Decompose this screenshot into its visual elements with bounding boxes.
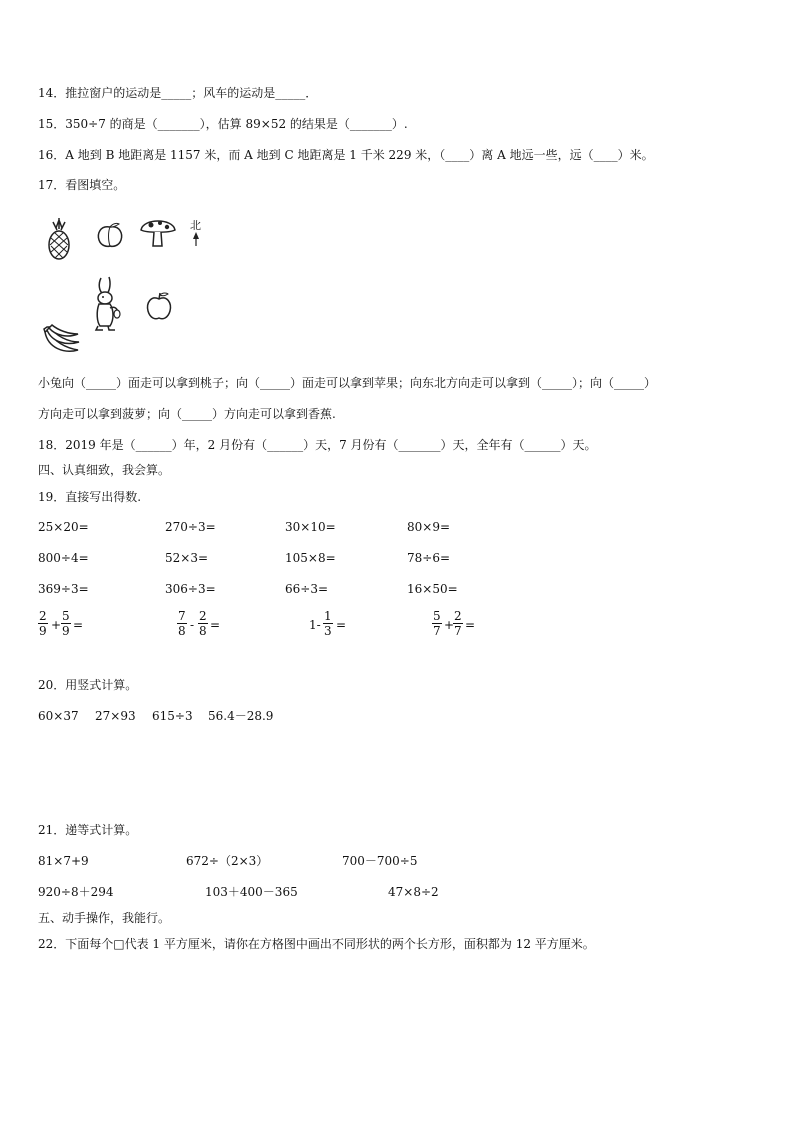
calc-item: 103＋400－365	[205, 885, 298, 899]
fraction: $\frac{2}{7}$	[454, 609, 462, 638]
calc-item: 78÷6=	[407, 551, 451, 565]
fraction: $\frac{1}{3}$	[324, 609, 332, 638]
calc-item: 16×50=	[407, 582, 458, 596]
calc-item: 47×8÷2	[388, 885, 439, 899]
calc-item: 81×7+9	[38, 854, 89, 868]
question-18: 18．2019 年是（______）年，2 月份有（______）天，7 月份有（_______）天，全年有（______）天。	[38, 438, 597, 452]
calc-item: 615÷3	[152, 709, 193, 723]
calc-item: 800÷4=	[38, 551, 89, 565]
apple-icon	[145, 291, 173, 321]
calc-item: 672÷（2×3）	[186, 854, 269, 868]
fraction: $\frac{2}{8}$	[199, 609, 207, 638]
question-16: 16．A 地到 B 地距离是 1157 米，而 A 地到 C 地距离是 1 千米 229 米，（____）离 A 地远一些，远（____）米。	[38, 148, 654, 162]
fraction: $\frac{2}{9}$	[39, 609, 47, 638]
calc-item: 80×9=	[407, 520, 451, 534]
question-22: 22．下面每个□代表 1 平方厘米，请你在方格图中画出不同形状的两个长方形，面积都为 12 平方厘米。	[38, 937, 595, 951]
fraction: $\frac{5}{7}$	[433, 609, 441, 638]
q17-line-1: 小兔向（_____）面走可以拿到桃子；向（_____）面走可以拿到苹果；向东北方向走可以拿到（_____）；向（_____）	[38, 376, 657, 390]
calc-item: 105×8=	[285, 551, 336, 565]
calc-item: 25×20=	[38, 520, 89, 534]
question-21: 21．递等式计算。	[38, 823, 138, 837]
calc-item: 52×3=	[165, 551, 209, 565]
question-15: 15．350÷7 的商是（_______），估算 89×52 的结果是（_______）.	[38, 117, 408, 131]
banana-icon	[42, 324, 82, 358]
calc-item: 27×93	[95, 709, 136, 723]
section-4-heading: 四、认真细致，我会算。	[38, 463, 171, 477]
mushroom-icon	[139, 216, 177, 248]
question-20: 20．用竖式计算。	[38, 678, 138, 692]
north-label: 北	[190, 219, 201, 232]
pineapple-icon	[44, 218, 74, 262]
q17-line-2: 方向走可以拿到菠萝；向（_____）方向走可以拿到香蕉.	[38, 407, 336, 421]
calc-item: 270÷3=	[165, 520, 216, 534]
peach-icon	[95, 222, 125, 248]
question-19: 19．直接写出得数.	[38, 490, 142, 504]
rabbit-icon	[90, 276, 126, 332]
calc-item: 920÷8＋294	[38, 885, 114, 899]
calc-item: 66÷3=	[285, 582, 329, 596]
calc-item: 369÷3=	[38, 582, 89, 596]
calc-item: 700－700÷5	[342, 854, 418, 868]
calc-item: 60×37	[38, 709, 79, 723]
calc-item: 306÷3=	[165, 582, 216, 596]
calc-item: 56.4－28.9	[208, 709, 274, 723]
north-arrow-icon	[192, 232, 200, 246]
calc-item: 30×10=	[285, 520, 336, 534]
fraction: $\frac{5}{9}$	[62, 609, 70, 638]
fraction: $\frac{7}{8}$	[178, 609, 186, 638]
section-5-heading: 五、动手操作，我能行。	[38, 911, 171, 925]
question-17: 17．看图填空。	[38, 178, 126, 192]
question-14: 14．推拉窗户的运动是_____；风车的运动是_____．	[38, 86, 318, 100]
